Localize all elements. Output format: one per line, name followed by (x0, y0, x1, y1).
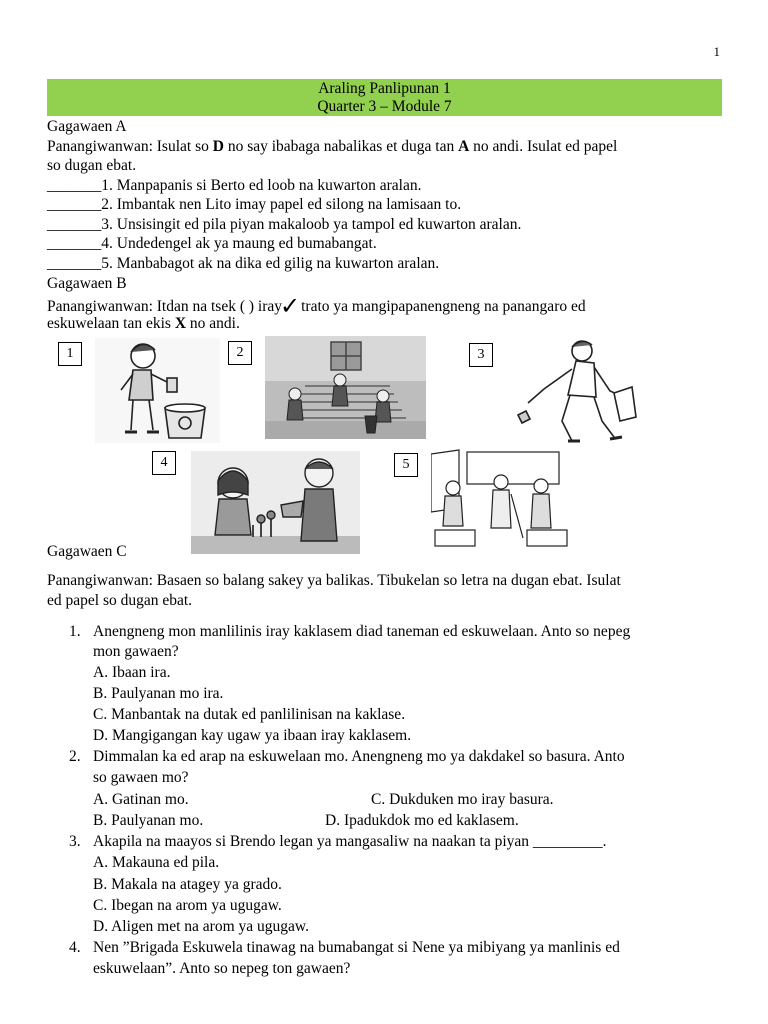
picture-number-2: 2 (228, 341, 252, 365)
boy-littering-illustration (510, 337, 645, 449)
question-text: Anengneng mon manlilinis iray kaklasem diad taneman ed eskuwelaan. Anto so nepeg (93, 623, 631, 640)
section-b-title: Gagawaen B (47, 275, 127, 292)
section-b-instructions-cont: eskuwelaan tan ekis X no andi. (47, 315, 240, 332)
answer-choice: B. Makala na atagey ya grado. (93, 876, 282, 893)
section-c-title: Gagawaen C (47, 543, 127, 560)
question-number: 1. (69, 623, 81, 640)
answer-choice: C. Dukduken mo iray basura. (371, 791, 554, 808)
question-text-cont: so gawaen mo? (93, 769, 189, 786)
section-a-instructions-cont: so dugan ebat. (47, 157, 137, 174)
title-banner (47, 79, 722, 116)
boy-trash-bin-illustration (95, 338, 220, 443)
section-a-instructions: Panangiwanwan: Isulat so D no say ibabaga nabalikas et duga tan A no andi. Isulat ed papel (47, 138, 618, 155)
section-a-item: _______1. Manpapanis si Berto ed loob na kuwarton aralan. (47, 177, 422, 194)
answer-choice: B. Paulyanan mo ira. (93, 685, 224, 702)
kids-cleaning-stairs-illustration (265, 336, 426, 439)
answer-choice: A. Gatinan mo. (93, 791, 189, 808)
classroom-cleaning-illustration (431, 448, 569, 552)
question-text: Nen ”Brigada Eskuwela tinawag na bumabangat si Nene ya mibiyang ya manlinis ed (93, 939, 620, 956)
answer-choice: A. Ibaan ira. (93, 664, 171, 681)
answer-choice: C. Manbantak na dutak ed panlilinisan na kaklase. (93, 706, 406, 723)
question-text-cont: eskuwelaan”. Anto so nepeg ton gawaen? (93, 960, 351, 977)
question-number: 4. (69, 939, 81, 956)
picture-number-5: 5 (394, 453, 418, 477)
picture-number-1: 1 (58, 342, 82, 366)
section-b-instructions: Panangiwanwan: Itdan na tsek ( ) iray✓trato ya mangipapanengneng na panangaro ed (47, 292, 586, 320)
section-a-item: _______2. Imbantak nen Lito imay papel ed silong na lamisaan to. (47, 196, 462, 213)
question-text-cont: mon gawaen? (93, 643, 179, 660)
check-mark-icon: ✓ (280, 292, 301, 320)
question-number: 2. (69, 748, 81, 765)
answer-choice: D. Ipadukdok mo ed kaklasem. (325, 812, 519, 829)
section-c-instructions-cont: ed papel so dugan ebat. (47, 592, 193, 609)
module-title: Quarter 3 – Module 7 (317, 98, 452, 115)
answer-choice: D. Aligen met na arom ya ugugaw. (93, 918, 309, 935)
answer-choice: D. Mangigangan kay ugaw ya ibaan iray kaklasem. (93, 727, 412, 744)
answer-choice: C. Ibegan na arom ya ugugaw. (93, 897, 282, 914)
answer-choice: B. Paulyanan mo. (93, 812, 204, 829)
subject-title: Araling Panlipunan 1 (318, 80, 451, 97)
answer-choice: A. Makauna ed pila. (93, 854, 220, 871)
kids-planting-illustration (191, 451, 360, 554)
section-c-instructions: Panangiwanwan: Basaen so balang sakey ya balikas. Tibukelan so letra na dugan ebat. Isulat (47, 572, 621, 589)
question-text: Dimmalan ka ed arap na eskuwelaan mo. Anengneng mo ya dakdakel so basura. Anto (93, 748, 625, 765)
question-number: 3. (69, 833, 81, 850)
picture-number-4: 4 (152, 451, 176, 475)
section-a-title: Gagawaen A (47, 118, 127, 135)
section-a-item: _______5. Manbabagot ak na dika ed gilig na kuwarton aralan. (47, 255, 440, 272)
section-a-item: _______4. Undedengel ak ya maung ed bumabangat. (47, 235, 377, 252)
page-number: 1 (713, 44, 720, 59)
picture-number-3: 3 (469, 343, 493, 367)
section-a-item: _______3. Unsisingit ed pila piyan makaloob ya tampol ed kuwarton aralan. (47, 216, 522, 233)
question-text: Akapila na maayos si Brendo legan ya mangasaliw na naakan ta piyan _________. (93, 833, 607, 850)
